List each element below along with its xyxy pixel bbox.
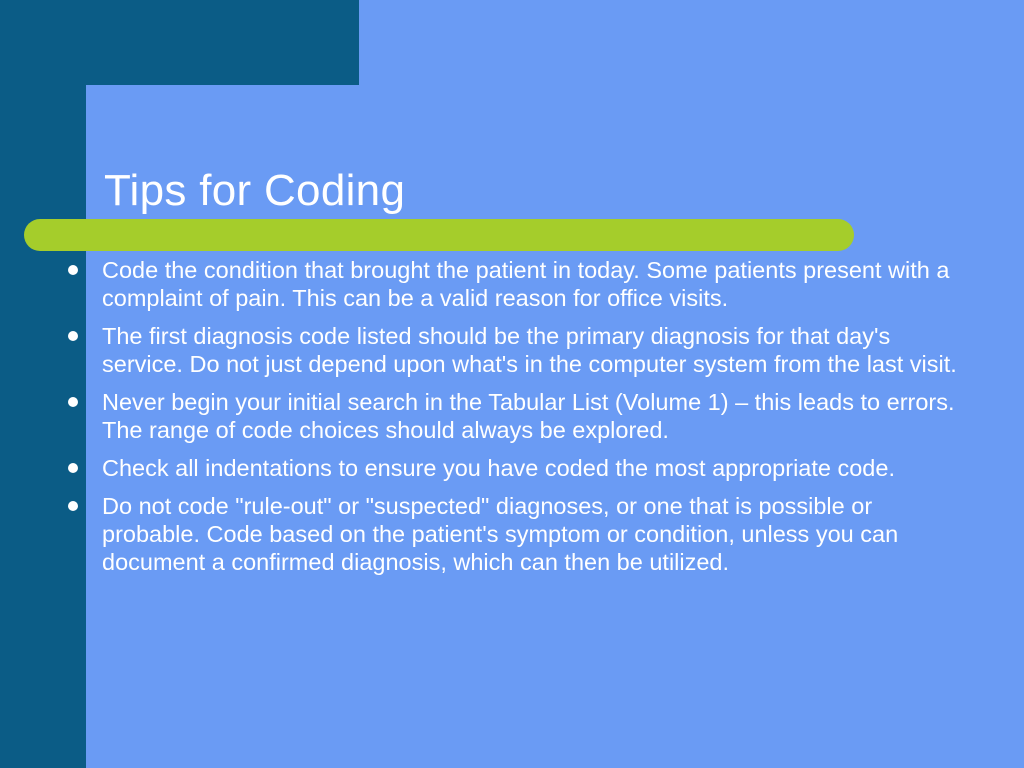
list-item: [60, 492, 970, 576]
list-item: [60, 388, 970, 444]
title-accent-bar: [24, 219, 854, 251]
bullet-dot-icon: [68, 397, 78, 407]
list-item-text: Do not code "rule-out" or "suspected" diagnoses, or one that is possible or probable. Code based on the patient's symptom or condition, unless you can document a confirmed diagnosis, which can then be utilized.: [102, 493, 899, 575]
list-item: [60, 322, 970, 378]
list-item: [60, 256, 970, 312]
list-item: [60, 454, 970, 482]
list-item-text: Code the condition that brought the patient in today. Some patients present with a complaint of pain. This can be a valid reason for office visits.: [102, 257, 950, 311]
list-item-text: Check all indentations to ensure you have coded the most appropriate code.: [102, 455, 895, 481]
list-item-text: The first diagnosis code listed should be the primary diagnosis for that day's service. Do not just depend upon what's in the computer system from the last visit.: [102, 323, 957, 377]
bullet-dot-icon: [68, 265, 78, 275]
bullet-dot-icon: [68, 463, 78, 473]
bullet-dot-icon: [68, 331, 78, 341]
list-item-text: Never begin your initial search in the Tabular List (Volume 1) – this leads to errors. The range of code choices should always be explored.: [102, 389, 955, 443]
slide-title: Tips for Coding: [104, 166, 406, 216]
top-left-color-block: [0, 0, 359, 85]
bullet-list: [60, 256, 970, 586]
bullet-dot-icon: [68, 501, 78, 511]
